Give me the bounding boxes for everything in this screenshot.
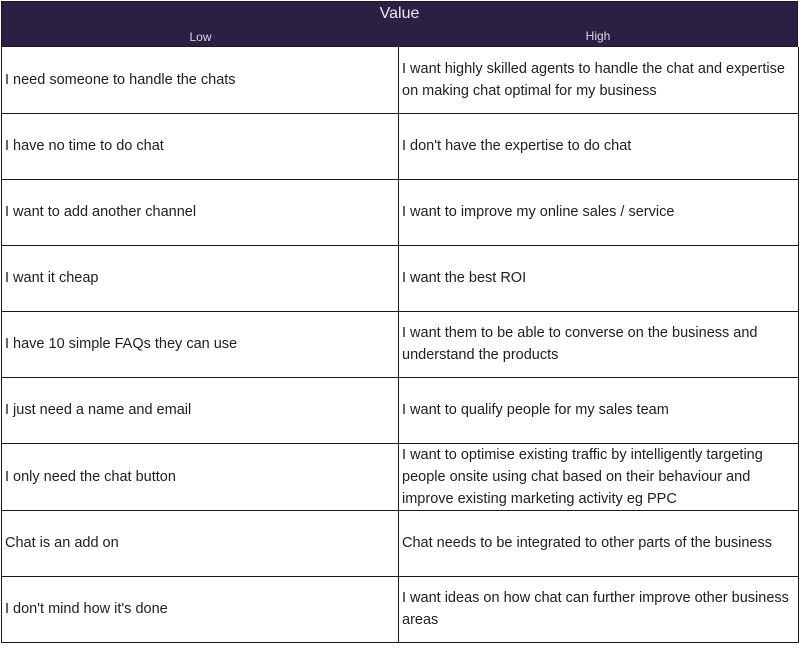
column-header-low: Low xyxy=(189,30,212,44)
table-row xyxy=(2,576,799,642)
cell-low: I only need the chat button xyxy=(2,443,399,510)
cell-high: I don't have the expertise to do chat xyxy=(399,113,799,179)
table-row xyxy=(2,311,799,377)
cell-high: I want them to be able to converse on the business and understand the products xyxy=(399,311,799,377)
cell-high: Chat needs to be integrated to other parts of the business xyxy=(399,510,799,576)
table-row xyxy=(2,113,799,179)
cell-low: I want it cheap xyxy=(2,245,399,311)
table-row xyxy=(2,443,799,510)
cell-high: I want the best ROI xyxy=(399,245,799,311)
table-row xyxy=(2,245,799,311)
table-row xyxy=(2,510,799,576)
cell-high: I want to improve my online sales / service xyxy=(399,179,799,245)
cell-high: I want ideas on how chat can further improve other business areas xyxy=(399,576,799,642)
cell-low: Chat is an add on xyxy=(2,510,399,576)
cell-high: I want to qualify people for my sales team xyxy=(399,377,799,443)
table-row xyxy=(2,179,799,245)
cell-high: I want highly skilled agents to handle the chat and expertise on making chat optimal for my business xyxy=(399,47,799,113)
table-row xyxy=(2,47,799,113)
cell-high: I want to optimise existing traffic by intelligently targeting people onsite using chat based on their behaviour and improve existing marketing activity eg PPC xyxy=(399,443,799,510)
table-title: Value xyxy=(379,5,420,22)
table-row xyxy=(2,377,799,443)
cell-low: I just need a name and email xyxy=(2,377,399,443)
cell-low: I have no time to do chat xyxy=(2,113,399,179)
table-body xyxy=(1,47,799,643)
value-comparison-table xyxy=(1,1,798,651)
cell-low: I need someone to handle the chats xyxy=(2,47,399,113)
table-header xyxy=(1,1,798,47)
column-header-high: High xyxy=(585,29,611,43)
cell-low: I have 10 simple FAQs they can use xyxy=(2,311,399,377)
cell-low: I want to add another channel xyxy=(2,179,399,245)
cell-low: I don't mind how it's done xyxy=(2,576,399,642)
